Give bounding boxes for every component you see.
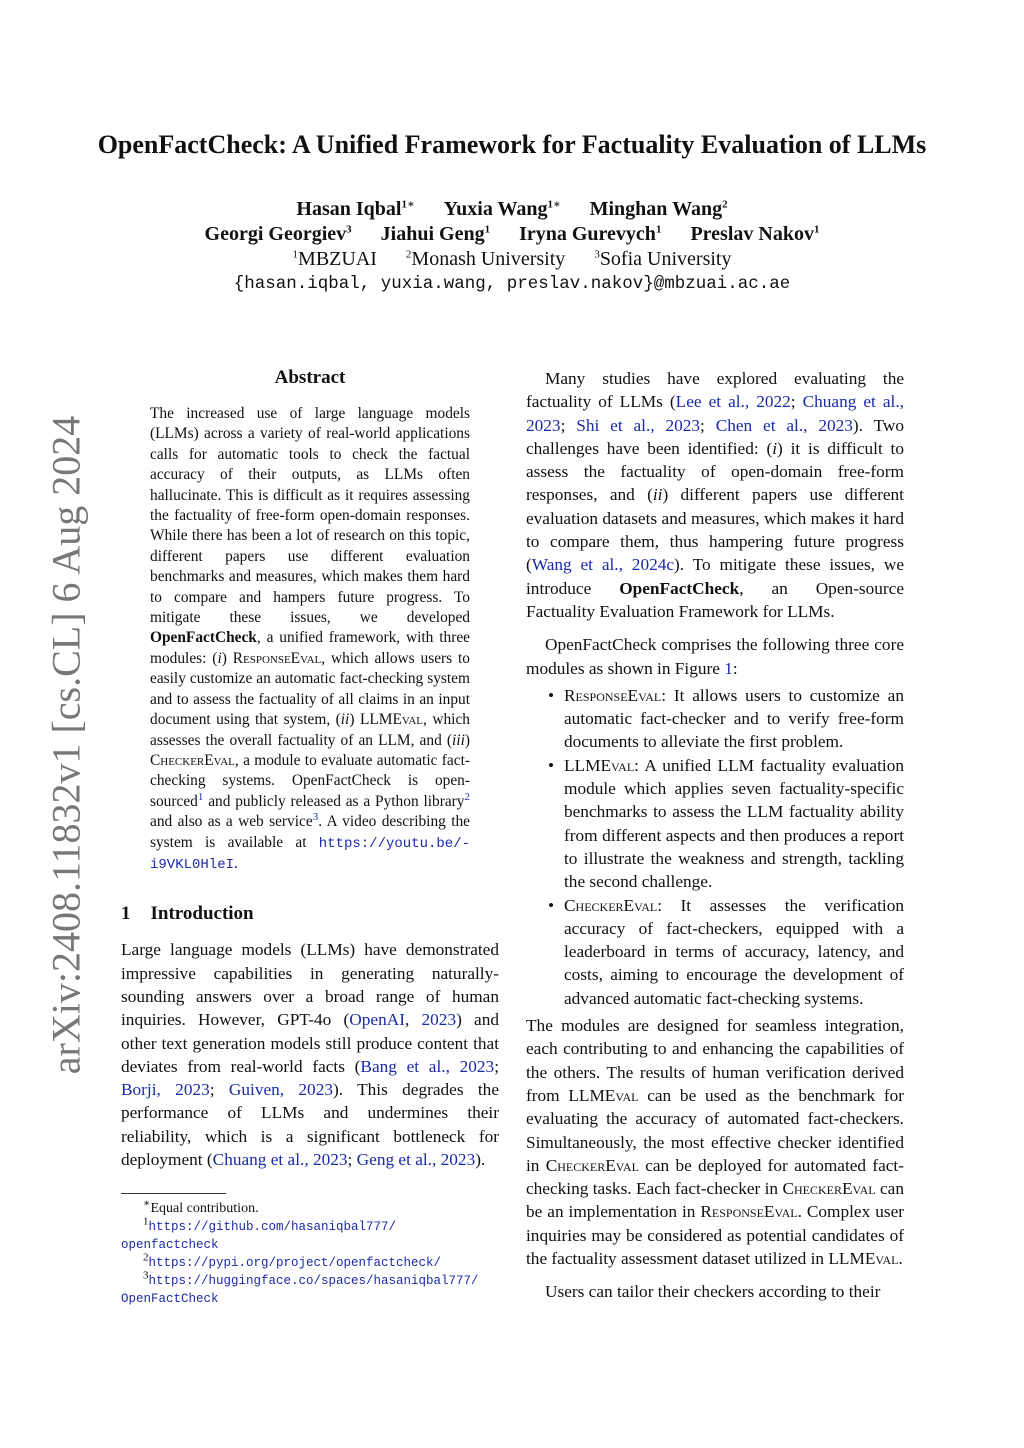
- author-emails: {hasan.iqbal, yuxia.wang, preslav.nakov}@mbzuai.ac.ae: [233, 274, 791, 294]
- footnote-ref[interactable]: 2: [464, 790, 470, 803]
- figure-ref[interactable]: 1: [724, 658, 733, 678]
- section-heading-introduction: 1 Introduction: [121, 903, 254, 925]
- footnote-link[interactable]: OpenFactCheck: [121, 1292, 219, 1307]
- citation[interactable]: OpenAI: [349, 1010, 405, 1030]
- citation[interactable]: Guiven, 2023: [228, 1080, 333, 1100]
- body-paragraph: Many studies have explored evaluating the factuality of LLMs (Lee et al., 2022; Chuang et al., 2023; Shi et al., 2023; Chen et al., 2023). Two challenges have been identified: (i) it is difficult to assess the factuality of open-domain free-form responses, and (ii) different papers use different evaluation datasets and measures, which makes it hard to compare them, thus hampering future progress (Wang et al., 2024c). To mitigate these issues, we introduce OpenFactCheck, an Open-source Factuality Evaluation Framework for LLMs.: [526, 369, 904, 621]
- footnote-link[interactable]: openfactcheck: [121, 1238, 219, 1253]
- author: Minghan Wang$^2$: [589, 198, 728, 220]
- module-list: [526, 684, 904, 1010]
- footnote-equal: ∗Equal contribution.: [143, 1197, 259, 1217]
- citation[interactable]: Shi et al., 2023: [576, 415, 701, 435]
- paper-title: OpenFactCheck: A Unified Framework for Factuality Evaluation of LLMs: [97, 130, 927, 159]
- footnote-1: $^1$https://github.com/hasaniqbal777/ openfactcheck: [121, 1215, 397, 1253]
- affiliation: $^2$Monash University: [405, 248, 566, 270]
- bullet: •: [548, 895, 555, 915]
- citation[interactable]: Chuang et al., 2023: [526, 392, 904, 435]
- affiliation: $^1$MBZUAI: [292, 248, 377, 270]
- citation[interactable]: Lee et al., 2022: [675, 392, 791, 412]
- author: Iryna Gurevych$^1$: [519, 223, 662, 245]
- body-paragraph: The modules are designed for seamless integration, each contributing to and enhancing the capabilities of the others. The results of human verification derived from LLMEval can be used as the benchmark for evaluating the accuracy of automated fact-checkers. Simultaneously, the most effective checker identified in CheckerEval can be deployed for automated fact-checking tasks. Each fact-checker in CheckerEval can be an implementation in ResponseEval. Complex user inquiries may be considered as potential candidates of the factuality assessment dataset utilized in LLMEval.: [526, 1016, 904, 1268]
- list-item: • LLMEval: A unified LLM factuality evaluation module which applies seven factuality-specific benchmarks to assess the LLM factuality ability from different aspects and then produces a report to illustrate the weakness and strength, tackling the second challenge.: [548, 755, 904, 892]
- footnote-2: $^2$https://pypi.org/project/openfactcheck/: [143, 1251, 442, 1271]
- author: Hasan Iqbal$^{1∗}$: [296, 198, 415, 220]
- footnote-3: $^3$https://huggingface.co/spaces/hasaniqbal777/ OpenFactCheck: [121, 1269, 479, 1307]
- citation[interactable]: Borji, 2023: [121, 1080, 210, 1100]
- author: Yuxia Wang$^{1∗}$: [443, 198, 561, 220]
- citation[interactable]: 2023: [421, 1010, 457, 1030]
- author: Georgi Georgiev$^3$: [204, 223, 352, 245]
- list-item: • CheckerEval: It assesses the verification accuracy of fact-checkers, equipped with a leaderboard in terms of accuracy, latency, and costs, aiming to encourage the development of advanced automatic fact-checking systems.: [548, 895, 904, 1008]
- footnote-ref[interactable]: 3: [312, 811, 319, 823]
- body-paragraph: Users can tailor their checkers according to their: [545, 1282, 881, 1302]
- affiliations: [0, 248, 1024, 271]
- footnote-link[interactable]: https://pypi.org/project/openfactcheck/: [148, 1256, 442, 1271]
- body-paragraph: OpenFactCheck comprises the following three core modules as shown in Figure 1:: [526, 635, 904, 678]
- author: Jiahui Geng$^1$: [380, 223, 491, 245]
- author: Preslav Nakov$^1$: [690, 223, 820, 245]
- citation[interactable]: Bang et al., 2023: [360, 1056, 495, 1076]
- left-column: [121, 366, 499, 1308]
- intro-paragraph: Large language models (LLMs) have demonstrated impressive capabilities in generating naturally-sounding answers over a broad range of human inquiries. However, GPT-4o (OpenAI, 2023) and other text generation models still produce content that deviates from real-world facts (Bang et al., 2023; Borji, 2023; Guiven, 2023). This degrades the performance of LLMs and undermines their reliability, which is a significant bottleneck for deployment (Chuang et al., 2023; Geng et al., 2023).: [121, 940, 500, 1170]
- author-row-2: [0, 223, 1024, 246]
- right-column: [526, 367, 904, 1304]
- abstract-text: The increased use of large language models (LLMs) across a variety of real-world applications calls for automatic tools to check the factual accuracy of their outputs, as LLMs often hallucinate. This is difficult as it requires assessing the factuality of free-form open-domain responses. While there has been a lot of research on this topic, different papers use different evaluation benchmarks and measures, which makes them hard to compare and hampers future progress. To mitigate these issues, we developed OpenFactCheck, a unified framework, with three modules: (i) ResponseEval, which allows users to easily customize an automatic fact-checking system and to assess the factuality of all claims in an input document using that system, (ii) LLMEval, which assesses the overall factuality of an LLM, and (iii) CheckerEval, a module to evaluate automatic fact-checking systems. OpenFactCheck is open-sourced$^1$ and publicly released as a Python library$^2$ and also as a web service$^3$. A video describing the system is available at https://youtu.be/-i9VKL0HleI.: [150, 405, 470, 873]
- citation[interactable]: Geng et al., 2023: [356, 1150, 476, 1170]
- footnote-rule: [121, 1193, 226, 1194]
- affiliation: $^3$Sofia University: [594, 248, 732, 270]
- footnote-link[interactable]: https://huggingface.co/spaces/hasaniqbal777/: [148, 1274, 479, 1289]
- citation[interactable]: Chen et al., 2023: [715, 415, 853, 435]
- abstract-heading: Abstract: [274, 367, 346, 388]
- footnote-ref[interactable]: 1: [197, 790, 204, 803]
- list-item: • ResponseEval: It allows users to customize an automatic fact-checker and to verify free-form documents to alleviate the first problem.: [548, 685, 904, 752]
- video-link[interactable]: https://youtu.be/-i9VKL0HleI: [150, 835, 470, 873]
- bullet: •: [548, 685, 555, 705]
- footnote-link[interactable]: https://github.com/hasaniqbal777/: [148, 1220, 397, 1235]
- citation[interactable]: Chuang et al., 2023: [212, 1150, 348, 1170]
- bullet: •: [548, 755, 555, 775]
- author-row-1: [0, 198, 1024, 221]
- citation[interactable]: Wang et al., 2024c: [531, 555, 675, 575]
